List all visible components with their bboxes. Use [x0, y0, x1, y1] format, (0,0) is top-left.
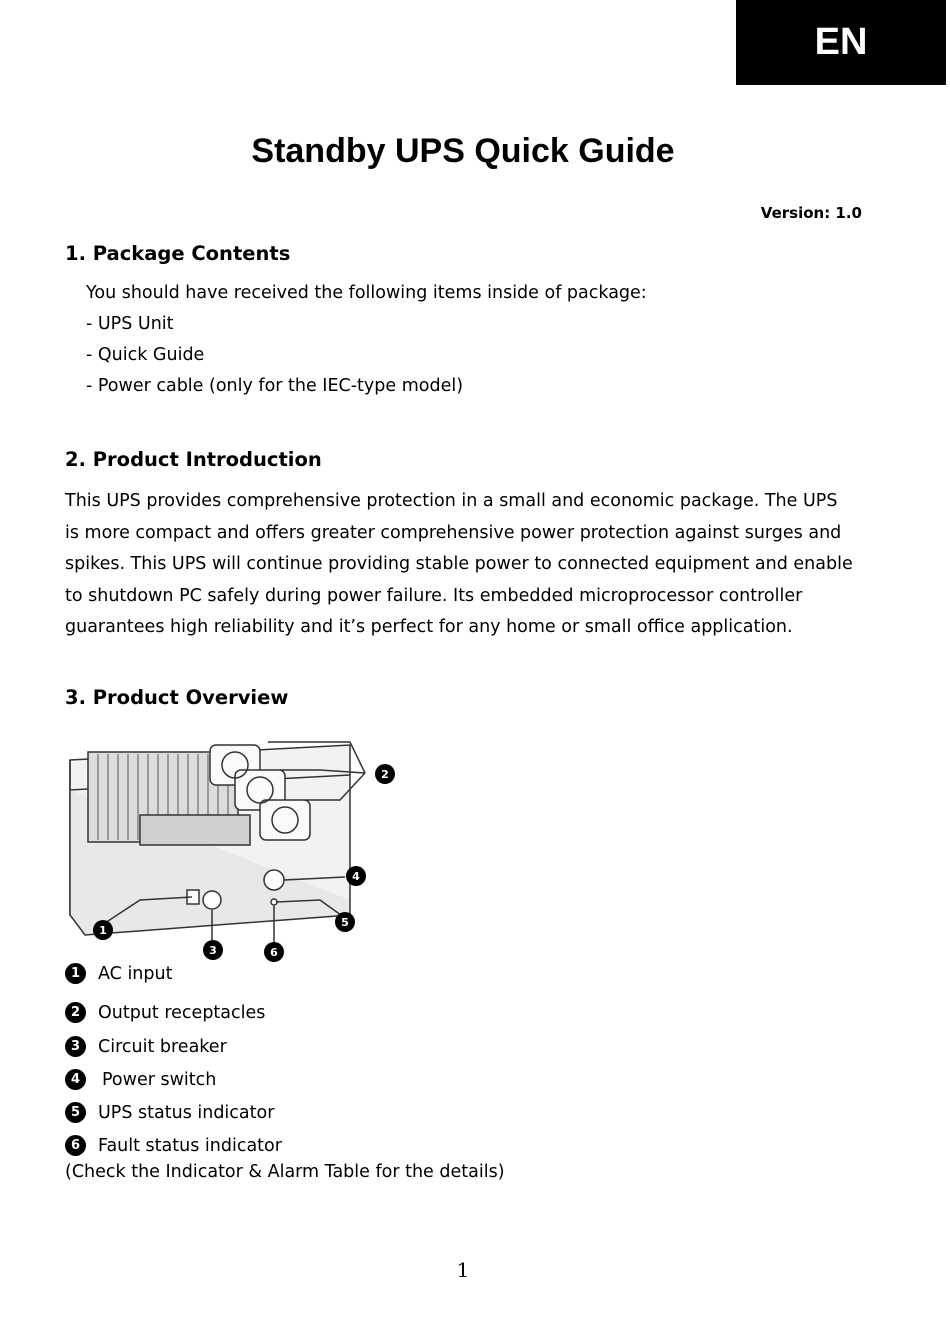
paragraph-line: to shutdown PC safely during power failure. Its embedded microprocessor controller	[65, 585, 803, 606]
legend-item-fault-status-indicator	[65, 1135, 282, 1156]
callout-4-label: 4	[352, 870, 360, 883]
callout-5-label: 5	[341, 916, 349, 929]
legend-item-circuit-breaker	[65, 1036, 227, 1057]
callout-6-label: 6	[270, 946, 278, 959]
section-heading-product-introduction: 2. Product Introduction	[65, 448, 322, 471]
details-note: (Check the Indicator & Alarm Table for the details)	[65, 1162, 505, 1182]
callout-1-label: 1	[99, 924, 107, 937]
package-item: - Quick Guide	[86, 345, 205, 365]
legend-item-output-receptacles	[65, 1002, 265, 1023]
number-marker: 4	[65, 1069, 86, 1090]
legend-label: Fault status indicator	[98, 1135, 282, 1156]
ups-diagram	[60, 740, 405, 965]
introduction-paragraph	[65, 486, 875, 644]
section-heading-package-contents: 1. Package Contents	[65, 242, 291, 265]
legend-item-power-switch	[65, 1069, 216, 1090]
callout-2-label: 2	[381, 768, 389, 781]
package-intro: You should have received the following items inside of package:	[86, 283, 647, 303]
number-marker: 6	[65, 1135, 86, 1156]
legend-label: Output receptacles	[98, 1002, 266, 1023]
section-heading-product-overview: 3. Product Overview	[65, 686, 289, 709]
page-number: 1	[456, 1258, 470, 1282]
paragraph-line: is more compact and offers greater comprehensive power protection against surges and	[65, 522, 842, 543]
paragraph-line: guarantees high reliability and it’s perfect for any home or small office application.	[65, 617, 793, 637]
callout-3-label: 3	[209, 944, 217, 957]
legend-label: UPS status indicator	[98, 1102, 275, 1123]
number-marker: 5	[65, 1102, 86, 1123]
language-badge: EN	[736, 0, 946, 85]
legend-label: Power switch	[102, 1069, 217, 1090]
legend-item-ac-input	[65, 963, 172, 984]
number-marker: 3	[65, 1036, 86, 1057]
number-marker: 2	[65, 1002, 86, 1023]
legend-item-ups-status-indicator	[65, 1102, 274, 1123]
paragraph-line: This UPS provides comprehensive protection in a small and economic package. The UPS	[65, 491, 838, 511]
package-item: - UPS Unit	[86, 314, 174, 334]
package-item: - Power cable (only for the IEC-type model)	[86, 376, 464, 396]
legend-label: Circuit breaker	[98, 1036, 227, 1057]
version-label: Version: 1.0	[760, 204, 862, 222]
number-marker: 1	[65, 963, 86, 984]
paragraph-line: spikes. This UPS will continue providing stable power to connected equipment and enable	[65, 554, 853, 574]
legend-label: AC input	[98, 963, 173, 984]
page-title: Standby UPS Quick Guide	[251, 132, 675, 170]
